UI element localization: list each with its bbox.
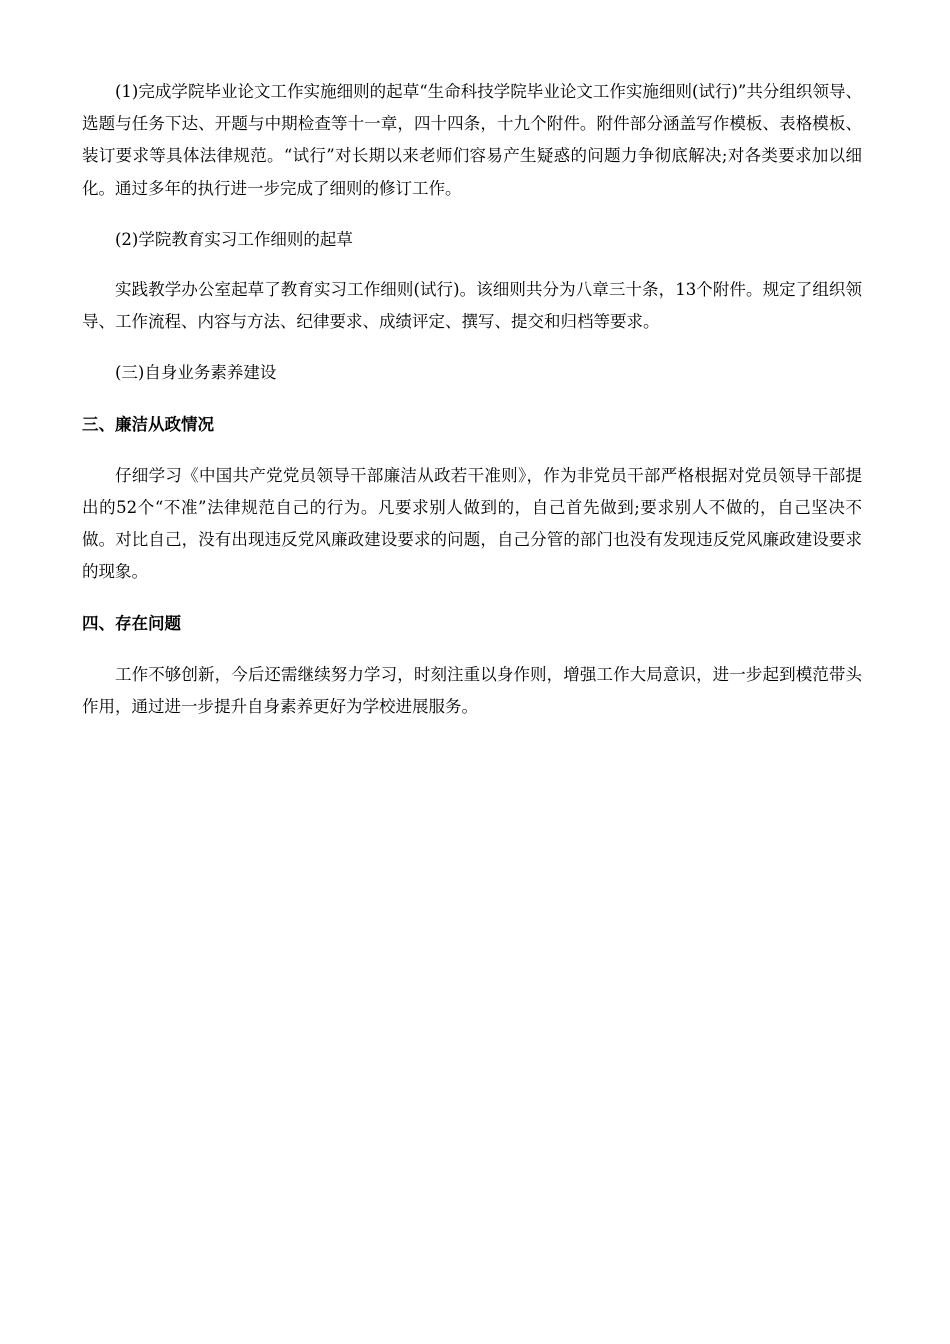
paragraph-problems: 工作不够创新，今后还需继续努力学习，时刻注重以身作则，增强工作大局意识，进一步起到模范带头作用，通过进一步提升自身素养更好为学校进展服务。: [82, 664, 862, 717]
section-heading-problems: 四、存在问题: [82, 613, 181, 633]
paragraph-internship-rules: 实践教学办公室起草了教育实习工作细则(试行)。该细则共分为八章三十条，13个附件。规定了组织领导、工作流程、内容与方法、纪律要求、成绩评定、撰写、提交和归档等要求。: [82, 280, 862, 332]
paragraph-self-development: (三)自身业务素养建设: [115, 363, 277, 383]
section-heading-integrity: 三、廉洁从政情况: [82, 414, 214, 434]
paragraph-integrity: 仔细学习《中国共产党党员领导干部廉洁从政若干准则》，作为非党员干部严格根据对党员领导干部提出的52个“不准”法律规范自己的行为。凡要求别人做到的，自己首先做到;要求别人不做的，自己坚决不做。对比自己，没有出现违反党风廉政建设要求的问题，自己分管的部门也没有发现违反党风廉政建设要求的现象。: [82, 465, 862, 582]
document-page: [82, 76, 862, 723]
paragraph-thesis-rules: (1)完成学院毕业论文工作实施细则的起草“生命科技学院毕业论文工作实施细则(试行)”共分组织领导、选题与任务下达、开题与中期检查等十一章，四十四条，十九个附件。附件部分涵盖写作模板、表格模板、装订要求等具体法律规范。“试行”对长期以来老师们容易产生疑惑的问题力争彻底解决;对各类要求加以细化。通过多年的执行进一步完成了细则的修订工作。: [82, 82, 862, 198]
paragraph-internship-rules-title: (2)学院教育实习工作细则的起草: [115, 229, 353, 249]
